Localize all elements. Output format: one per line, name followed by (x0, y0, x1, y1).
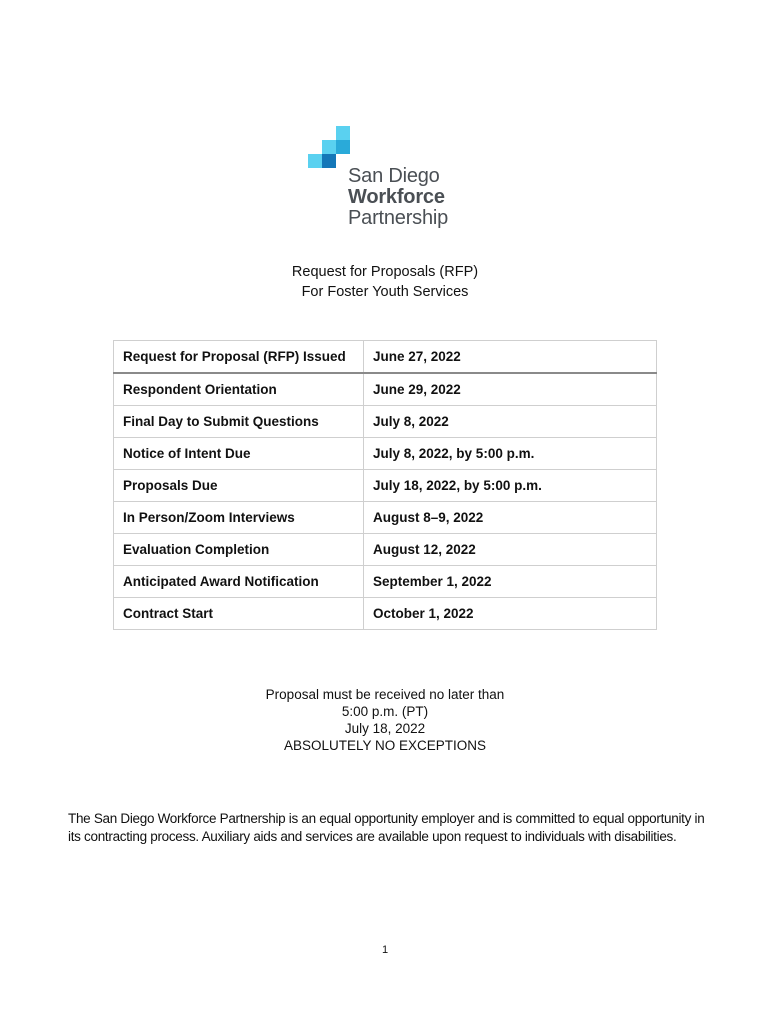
submission-deadline (0, 686, 770, 754)
schedule-date: September 1, 2022 (364, 566, 657, 598)
logo-line-3: Partnership (348, 207, 449, 229)
table-row (114, 406, 657, 438)
schedule-event: In Person/Zoom Interviews (114, 502, 364, 534)
schedule-date: July 18, 2022, by 5:00 p.m. (364, 470, 657, 502)
deadline-line-4: ABSOLUTELY NO EXCEPTIONS (283, 738, 487, 753)
table-row (114, 470, 657, 502)
organization-logo (306, 126, 476, 236)
schedule-date: June 29, 2022 (364, 373, 657, 406)
schedule-event: Contract Start (114, 598, 364, 630)
deadline-line-3: July 18, 2022 (344, 721, 426, 736)
table-row (114, 438, 657, 470)
logo-line-1: San Diego (348, 165, 440, 187)
schedule-date: October 1, 2022 (364, 598, 657, 630)
schedule-event: Request for Proposal (RFP) Issued (114, 341, 364, 374)
table-row (114, 534, 657, 566)
deadline-line-2: 5:00 p.m. (PT) (341, 704, 429, 719)
table-row (114, 373, 657, 406)
schedule-event: Respondent Orientation (114, 373, 364, 406)
eeo-statement: The San Diego Workforce Partnership is an equal opportunity employer and is committed to equal opportunity in its contracting process. Auxiliary aids and services are available upon request to individuals with disabilities. (68, 811, 705, 844)
deadline-line-1: Proposal must be received no later than (265, 687, 505, 702)
schedule-date: July 8, 2022 (364, 406, 657, 438)
table-row (114, 502, 657, 534)
table-row (114, 566, 657, 598)
logo-wordmark (348, 166, 448, 229)
table-row (114, 598, 657, 630)
schedule-event: Proposals Due (114, 470, 364, 502)
schedule-date: July 8, 2022, by 5:00 p.m. (364, 438, 657, 470)
page-number: 1 (381, 944, 389, 956)
schedule-date: August 8–9, 2022 (364, 502, 657, 534)
schedule-table (113, 340, 657, 630)
logo-line-2: Workforce (348, 186, 445, 208)
schedule-event: Notice of Intent Due (114, 438, 364, 470)
table-row (114, 341, 657, 374)
schedule-event: Final Day to Submit Questions (114, 406, 364, 438)
document-title (0, 262, 770, 302)
schedule-event: Evaluation Completion (114, 534, 364, 566)
schedule-date: June 27, 2022 (364, 341, 657, 374)
schedule-date: August 12, 2022 (364, 534, 657, 566)
schedule-event: Anticipated Award Notification (114, 566, 364, 598)
title-line-1: Request for Proposals (RFP) (291, 264, 479, 280)
title-line-2: For Foster Youth Services (301, 284, 469, 300)
